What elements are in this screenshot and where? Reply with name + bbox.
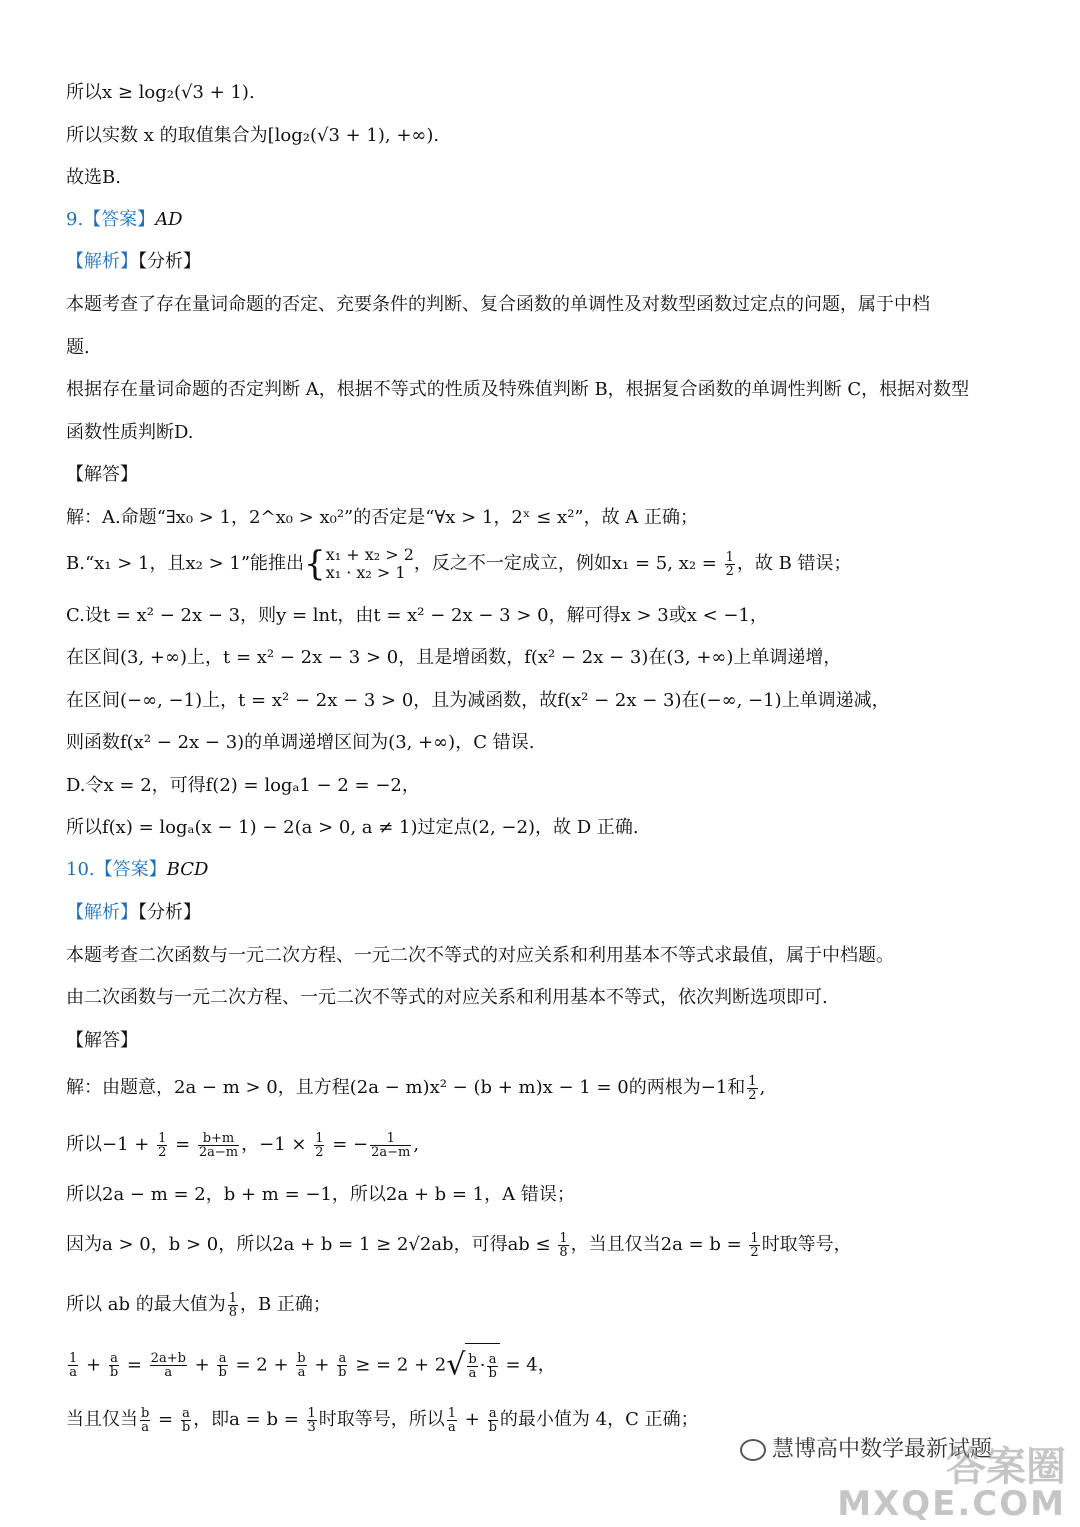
analysis-label: 【解析】 [66,251,138,272]
q9-analysis-heading [66,249,1040,275]
text-seg: 所以 ab 的最大值为 [66,1294,226,1315]
brace: { [304,544,326,584]
fraction [370,1132,411,1159]
numerator: 1 [228,1290,237,1306]
fraction [181,1407,191,1434]
answer-value: AD [155,209,183,230]
text-seg: 解：由题意，2a − m > 0，且方程(2a − m)x² − (b + m)x − 1 = 0的两根为−1和 [66,1077,746,1098]
numerator: 1 [307,1405,316,1421]
text-seg: ，−1 × [241,1134,313,1155]
watermark-account: 慧博高中数学最新试题 [772,1437,993,1462]
fraction [198,1132,239,1159]
denominator: a [164,1365,173,1380]
text-seg: B.“x₁ > 1，且x₂ > 1”能推出 [66,553,305,574]
numerator: 1 [315,1130,324,1146]
numerator: 1 [158,1130,167,1146]
text-line: C.设t = x² − 2x − 3，则y = lnt，由t = x² − 2x − 3 > 0，解可得x > 3或x < −1， [66,605,768,626]
text-seg: ，即a = b = [193,1409,305,1430]
fraction [558,1232,568,1259]
fraction [488,1407,498,1434]
fraction [467,1353,477,1380]
numerator: a [182,1405,190,1421]
q9-answer-heading [66,207,1040,233]
text-line [66,1225,1040,1265]
text-seg: 的最小值为 4，C 正确； [499,1409,699,1430]
text-line: 本题考查二次函数与一元二次方程、一元二次不等式的对应关系和利用基本不等式求最值，属于中档题。 [66,945,894,966]
numerator: a [218,1351,227,1366]
text-line: 函数性质判断D. [66,422,194,443]
fenxi-label: 【分析】 [138,251,201,272]
text-line: 所以实数 x 的取值集合为[log₂(√3 + 1), +∞). [66,125,440,146]
logo-domain: MXQE.COM [837,1484,1066,1524]
denominator: b [109,1365,119,1380]
wechat-icon [740,1439,766,1461]
denominator: a [69,1365,78,1380]
fraction [228,1292,238,1319]
numerator: 1 [447,1405,457,1421]
text-seg: 时取等号，所以 [318,1409,445,1430]
denominator: a [468,1365,477,1381]
fraction [140,1407,150,1434]
text-seg: = 4， [499,1354,556,1376]
text-line: 则函数f(x² − 2x − 3)的单调递增区间为(3, +∞)，C 错误. [66,732,535,753]
denominator: a [448,1419,456,1435]
fraction [725,551,735,578]
numerator: a [110,1351,118,1366]
fenxi-label: 【分析】 [138,902,201,923]
system-row: x₁ + x₂ > 2 [325,545,414,564]
fraction [747,1075,757,1102]
answer-label: 10.【答案】 [66,859,167,880]
text-line: $\frac{1}{a}$ + $\frac{a}{b}$ = $\frac{2a+b}{a}$ + $\frac{a}{b}$ = 2 + $\frac{b}{a}$ + $\frac{a}{b}$ ≥ = 2 + 2√ $\frac{b}{a}$ · $\frac{a}{b}$ = 4， [66,1343,1040,1387]
denominator: 2a−m [198,1144,239,1160]
denominator: b [181,1419,191,1435]
text-line [66,1068,1040,1108]
numerator: 1 [559,1230,568,1246]
text-line: 所以2a − m = 2，b + m = −1，所以2a + b = 1，A 错误； [66,1184,575,1205]
text-seg: , [413,1134,420,1155]
logo-text: 答案圈 [946,1444,1066,1490]
numerator: a [488,1351,497,1367]
numerator: b+m [198,1132,239,1146]
numerator: b [468,1351,477,1367]
system-row: x₁ · x₂ > 1 [325,563,406,582]
text-line: 所以f(x) = logₐ(x − 1) − 2(a > 0, a ≠ 1)过定点(2, −2)，故 D 正确. [66,817,639,838]
analysis-label: 【解析】 [66,902,138,923]
denominator: b [488,1365,497,1381]
numerator: 1 [750,1230,759,1246]
text-line: 根据存在量词命题的否定判断 A，根据不等式的性质及特殊值判断 B，根据复合函数的单调性判断 C，根据对数型 [66,379,970,400]
q10-analysis-heading [66,900,1040,926]
fraction [487,1353,497,1380]
numerator: 1 [725,549,734,565]
text-seg: 当且仅当 [66,1409,138,1430]
sqrt-sign: √ [446,1347,466,1383]
text-line: 由二次函数与一元二次方程、一元二次不等式的对应关系和利用基本不等式，依次判断选项即可. [66,987,828,1008]
text-line: 故选B. [66,167,121,188]
denominator: 2 [748,1087,757,1103]
answer-value: BCD [166,859,209,880]
denominator: a [141,1419,150,1435]
text-seg: = − [326,1134,369,1155]
fraction [337,1352,347,1379]
fraction [150,1352,187,1379]
solution-heading: 【解答】 [66,1030,138,1051]
denominator: 2 [315,1144,324,1160]
denominator: 2 [158,1144,167,1160]
text-line: 当且仅当 $\frac{b}{a}$ = $\frac{a}{b}$ ，即a = b = $\frac{1}{3}$ 时取等号，所以 $\frac{1}{a}$ + $\frac{a}{b}$ 的最小值为 4，C 正确； [66,1405,699,1435]
fraction [307,1407,317,1434]
fraction [68,1352,78,1379]
answer-label: 9.【答案】 [66,209,156,230]
text-seg: , [759,1077,766,1098]
denominator: 8 [228,1304,237,1320]
numerator: 1 [370,1132,411,1146]
text-seg: 时取等号， [761,1234,852,1255]
text-seg: ，当且仅当2a = b = [570,1234,748,1255]
q10-answer-heading [66,857,1040,883]
text-seg: 所以−1 + [66,1134,156,1155]
numerator: a [488,1405,497,1421]
fraction [447,1407,457,1434]
text-seg: ，故 B 错误； [736,553,852,574]
numerator: 2a+b [150,1351,186,1366]
text-line [66,1125,1040,1165]
text-seg: ，反之不一定成立，例如x₁ = 5, x₂ = [413,553,723,574]
text-seg: = 2 + 2 [370,1354,447,1376]
numerator: 1 [69,1351,78,1366]
denominator: a [297,1365,306,1380]
denominator: 2 [750,1244,759,1260]
text-line: 解：A.命题“∃x₀ > 1，2^x₀ > x₀²”的否定是“∀x > 1，2ˣ ≤ x²”，故 A 正确； [66,507,699,528]
text-line [66,1285,1040,1325]
fraction [109,1352,119,1379]
text-seg: ，B 正确； [239,1294,331,1315]
fraction [314,1132,324,1159]
radicand: $\frac{b}{a}$ · $\frac{a}{b}$ [465,1343,499,1388]
text-line: D.令x = 2，可得f(2) = logₐ1 − 2 = −2， [66,775,420,796]
text-line: 本题考查了存在量词命题的否定、充要条件的判断、复合函数的单调性及对数型函数过定点的问题，属于中档 [66,294,930,315]
denominator: b [338,1365,347,1380]
numerator: b [141,1405,150,1421]
solution-heading: 【解答】 [66,464,138,485]
denominator: 3 [307,1419,316,1435]
denominator: 8 [559,1244,568,1260]
text-line [66,542,1040,586]
numerator: a [338,1351,347,1366]
text-seg: = [169,1134,196,1155]
fraction [296,1352,306,1379]
fraction [217,1352,227,1379]
denominator: 2a−m [371,1144,411,1160]
numerator: b [297,1351,306,1366]
numerator: 1 [748,1073,757,1089]
text-seg: 因为a > 0，b > 0，所以2a + b = 1 ≥ 2√2ab，可得ab ≤ [66,1234,557,1255]
inequality-system [326,546,414,582]
denominator: b [488,1419,497,1435]
text-line: 所以x ≥ log₂(√3 + 1). [66,82,255,103]
fraction [157,1132,167,1159]
denominator: b [218,1365,227,1380]
text-line: 在区间(3, +∞)上，t = x² − 2x − 3 > 0，且是增函数，f(x² − 2x − 3)在(3, +∞)上单调递增， [66,647,842,668]
denominator: 2 [725,563,734,579]
text-line: 在区间(−∞, −1)上，t = x² − 2x − 3 > 0，且为减函数，故f(x² − 2x − 3)在(−∞, −1)上单调递减， [66,690,890,711]
fraction [749,1232,759,1259]
text-line: 题. [66,337,90,358]
